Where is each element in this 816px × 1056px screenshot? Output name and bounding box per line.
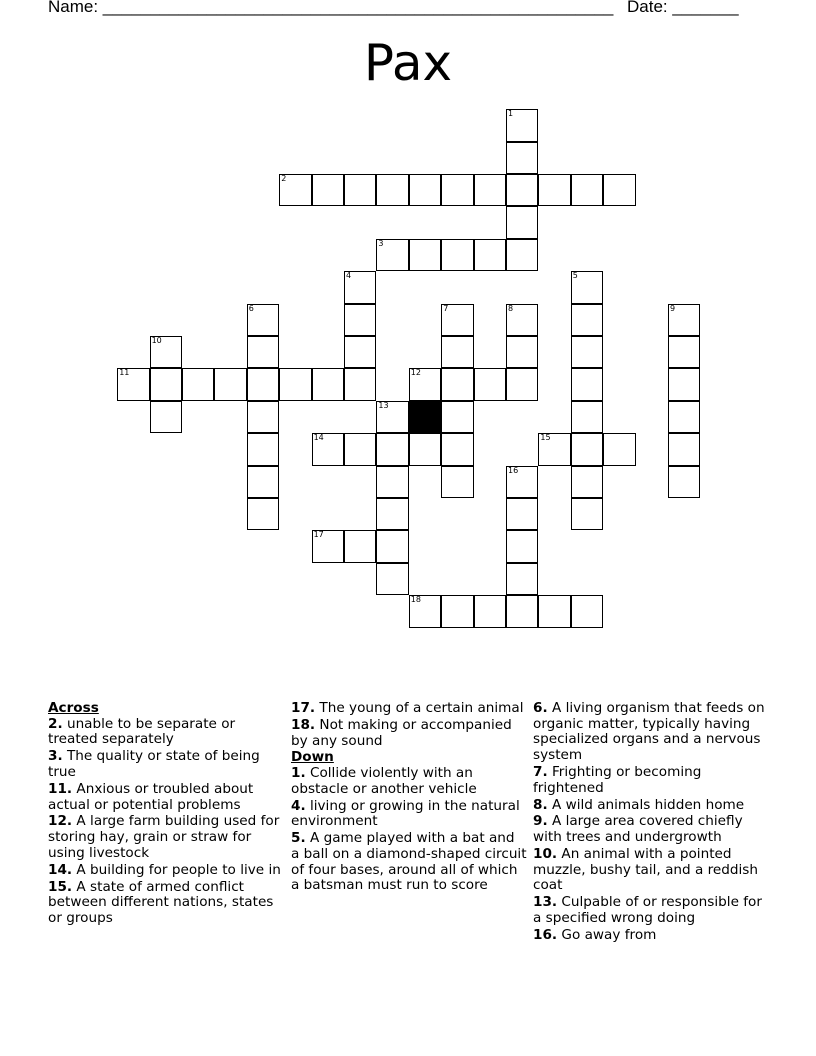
grid-cell[interactable]	[409, 368, 441, 400]
clue-item	[291, 701, 527, 717]
grid-cell[interactable]	[571, 271, 603, 303]
clue-item	[48, 880, 288, 927]
clue-item	[291, 766, 527, 797]
grid-cell[interactable]	[441, 336, 473, 368]
grid-cell[interactable]	[376, 433, 408, 465]
clue-text: unable to be separate or treated separately	[48, 715, 236, 748]
clue-number: 11.	[48, 780, 73, 797]
clue-number: 10.	[533, 846, 558, 863]
grid-cell[interactable]	[506, 563, 538, 595]
clue-number: 6	[248, 303, 254, 313]
grid-cell[interactable]	[506, 368, 538, 400]
clue-number: 17	[313, 530, 324, 540]
grid-cell[interactable]	[506, 174, 538, 206]
grid-cell[interactable]	[376, 530, 408, 562]
grid-cell[interactable]	[150, 336, 182, 368]
clue-number: 2.	[48, 715, 63, 732]
clue-number: 10	[151, 336, 162, 345]
grid-cell[interactable]	[571, 498, 603, 530]
grid-cell[interactable]	[344, 304, 376, 336]
clue-item	[291, 831, 527, 894]
grid-cell[interactable]	[344, 433, 376, 465]
grid-cell[interactable]	[312, 368, 344, 400]
clue-item	[48, 749, 288, 780]
grid-cell[interactable]	[474, 239, 506, 271]
name-field-line: Name: ______________________________________________________	[48, 0, 614, 16]
grid-cell[interactable]	[409, 433, 441, 465]
clue-number: 14.	[48, 861, 73, 878]
grid-cell[interactable]	[312, 530, 344, 562]
clues-column-1	[48, 701, 288, 928]
clue-text: Frighting or becoming frightened	[533, 764, 702, 796]
clue-number: 8	[508, 303, 514, 313]
clue-number: 8.	[533, 796, 548, 813]
down-clue-list-continued	[533, 701, 769, 944]
clue-item	[291, 718, 527, 749]
grid-cell[interactable]	[506, 109, 538, 141]
clue-text: A large farm building used for storing hay, grain or straw for using livestock	[48, 813, 280, 861]
clue-number: 15.	[48, 878, 73, 895]
clue-number: 9	[670, 303, 676, 313]
clue-number: 18	[410, 595, 421, 605]
grid-cell[interactable]	[150, 368, 182, 400]
clue-text: A large area covered chiefly with trees and undergrowth	[533, 813, 743, 846]
across-clue-list-continued	[291, 701, 527, 749]
clue-number: 9.	[533, 813, 548, 830]
clue-number: 6.	[533, 700, 548, 716]
grid-cell[interactable]	[344, 174, 376, 206]
grid-cell[interactable]	[571, 595, 603, 627]
clue-item	[533, 847, 769, 894]
clues-column-2	[291, 701, 527, 895]
clue-text: Anxious or troubled about actual or potential problems	[48, 780, 254, 813]
grid-cell[interactable]	[279, 368, 311, 400]
grid-cell[interactable]	[376, 498, 408, 530]
clue-number: 17.	[291, 700, 316, 716]
clue-number: 5	[572, 271, 578, 281]
grid-cell[interactable]	[279, 174, 311, 206]
grid-cell[interactable]	[376, 239, 408, 271]
grid-cell[interactable]	[474, 595, 506, 627]
grid-cell[interactable]	[441, 595, 473, 627]
grid-cell[interactable]	[117, 368, 149, 400]
grid-cell[interactable]	[571, 433, 603, 465]
clue-number: 16.	[533, 926, 558, 943]
grid-cell[interactable]	[247, 304, 279, 336]
clue-number: 13.	[533, 894, 558, 911]
grid-cell[interactable]	[571, 368, 603, 400]
grid-cell[interactable]	[344, 530, 376, 562]
clue-text: A living organism that feeds on organic matter, typically having specialized organs and a nervous system	[533, 700, 765, 764]
clue-number: 7.	[533, 764, 548, 780]
grid-cell[interactable]	[441, 466, 473, 498]
clues-column-3	[533, 701, 769, 945]
grid-cell[interactable]	[441, 401, 473, 433]
grid-cell[interactable]	[474, 174, 506, 206]
grid-cell[interactable]	[441, 368, 473, 400]
clue-text: Collide violently with an obstacle or another vehicle	[291, 765, 477, 797]
grid-cell[interactable]	[247, 466, 279, 498]
clue-item	[533, 765, 769, 796]
grid-cell[interactable]	[668, 368, 700, 400]
clue-number: 14	[313, 433, 324, 443]
clue-number: 7	[443, 303, 449, 313]
clue-item	[533, 814, 769, 845]
clue-number: 1.	[291, 765, 306, 782]
grid-cell[interactable]	[571, 174, 603, 206]
clue-item	[533, 798, 769, 814]
clue-item	[533, 928, 769, 944]
grid-cell[interactable]	[312, 433, 344, 465]
clue-item	[48, 782, 288, 813]
grid-cell[interactable]	[214, 368, 246, 400]
clue-number: 13	[378, 400, 389, 410]
clue-number: 12	[410, 368, 421, 378]
grid-cell[interactable]	[474, 368, 506, 400]
clue-number: 15	[540, 433, 551, 443]
clue-number: 3.	[48, 748, 63, 765]
grid-cell[interactable]	[506, 336, 538, 368]
clue-number: 1	[508, 109, 514, 119]
clue-text: Not making or accompanied by any sound	[291, 716, 512, 749]
grid-cell[interactable]	[441, 239, 473, 271]
grid-cell[interactable]	[409, 239, 441, 271]
grid-cell[interactable]	[538, 595, 570, 627]
grid-cell[interactable]	[506, 239, 538, 271]
grid-cell[interactable]	[668, 466, 700, 498]
grid-cell[interactable]	[668, 304, 700, 336]
clue-text: The young of a certain animal	[319, 700, 524, 716]
grid-cell[interactable]	[538, 174, 570, 206]
clue-text: An animal with a pointed muzzle, bushy tail, and a reddish coat	[533, 846, 759, 894]
clue-number: 5.	[291, 830, 306, 847]
clue-text: Go away from	[561, 926, 657, 943]
grid-cell[interactable]	[247, 433, 279, 465]
clue-item	[533, 701, 769, 764]
grid-cell[interactable]	[506, 530, 538, 562]
grid-cell[interactable]	[506, 206, 538, 238]
grid-cell[interactable]	[506, 498, 538, 530]
grid-cell[interactable]	[247, 336, 279, 368]
clue-text: A state of armed conflict between different nations, states or groups	[48, 878, 274, 927]
grid-cell[interactable]	[344, 271, 376, 303]
grid-cell[interactable]	[571, 401, 603, 433]
grid-cell[interactable]	[571, 304, 603, 336]
clue-number: 18.	[291, 716, 316, 733]
grid-cell[interactable]	[506, 142, 538, 174]
grid-cell[interactable]	[441, 433, 473, 465]
grid-cell[interactable]	[603, 174, 635, 206]
blocked-cell	[409, 401, 441, 433]
grid-cell[interactable]	[506, 466, 538, 498]
clue-number: 3	[378, 238, 384, 248]
clue-number: 11	[119, 368, 130, 378]
grid-cell[interactable]	[603, 433, 635, 465]
grid-cell[interactable]	[506, 304, 538, 336]
grid-cell[interactable]	[247, 401, 279, 433]
date-field-line: Date: _______	[627, 0, 739, 16]
clue-item	[533, 895, 769, 926]
clue-number: 12.	[48, 813, 73, 830]
across-heading: Across	[48, 700, 99, 716]
down-heading: Down	[291, 749, 334, 766]
across-clue-list	[48, 717, 288, 927]
grid-cell[interactable]	[409, 595, 441, 627]
clue-item	[48, 717, 288, 748]
clue-text: A wild animals hidden home	[551, 796, 745, 813]
clue-item	[291, 799, 527, 830]
clue-number: 16	[508, 465, 519, 475]
grid-cell[interactable]	[312, 174, 344, 206]
grid-cell[interactable]	[668, 433, 700, 465]
grid-cell[interactable]	[571, 336, 603, 368]
grid-cell[interactable]	[247, 368, 279, 400]
grid-cell[interactable]	[344, 336, 376, 368]
grid-cell[interactable]	[376, 401, 408, 433]
grid-cell[interactable]	[376, 466, 408, 498]
grid-cell[interactable]	[441, 174, 473, 206]
clue-text: Culpable of or responsible for a specified wrong doing	[533, 894, 762, 927]
clue-item	[48, 863, 288, 879]
grid-cell[interactable]	[668, 336, 700, 368]
grid-cell[interactable]	[376, 174, 408, 206]
clue-text: living or growing in the natural environment	[291, 797, 520, 830]
clue-item	[48, 814, 288, 861]
grid-cell[interactable]	[571, 466, 603, 498]
grid-cell[interactable]	[182, 368, 214, 400]
grid-cell[interactable]	[409, 174, 441, 206]
clue-number: 4	[346, 271, 352, 281]
page-title: Pax	[363, 34, 453, 92]
clue-number: 2	[281, 174, 287, 183]
grid-cell[interactable]	[150, 401, 182, 433]
grid-cell[interactable]	[668, 401, 700, 433]
grid-cell[interactable]	[538, 433, 570, 465]
clue-text: A building for people to live in	[76, 861, 281, 878]
down-clue-list	[291, 766, 527, 894]
clue-number: 4.	[291, 797, 306, 814]
grid-cell[interactable]	[376, 563, 408, 595]
grid-cell[interactable]	[247, 498, 279, 530]
clue-text: The quality or state of being true	[48, 748, 260, 780]
clue-text: A game played with a bat and a ball on a diamond-shaped circuit of four bases, around all of which a batsman must run to score	[291, 830, 527, 894]
grid-cell[interactable]	[344, 368, 376, 400]
grid-cell[interactable]	[506, 595, 538, 627]
grid-cell[interactable]	[441, 304, 473, 336]
